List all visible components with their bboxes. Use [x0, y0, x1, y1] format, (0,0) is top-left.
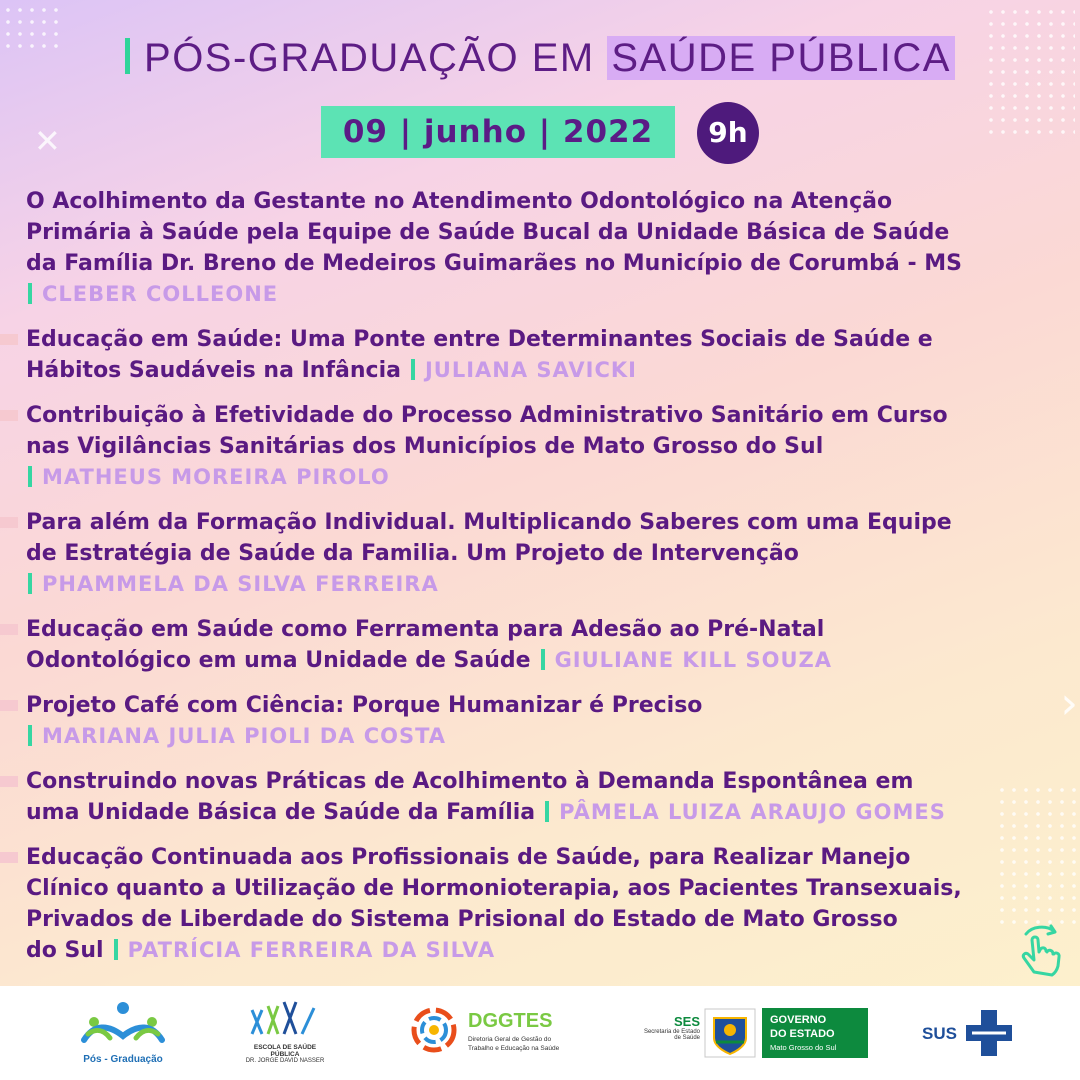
presentation-item [26, 186, 1076, 310]
presentation-title-line: Educação Continuada aos Profissionais de Saúde, para Realizar Manejo [26, 845, 911, 870]
sus-label: SUS [922, 1024, 957, 1043]
author-name: MARIANA JULIA PIOLI DA COSTA [42, 724, 447, 748]
presentation-title-line: da Família Dr. Breno de Medeiros Guimarães no Município de Corumbá - MS [26, 251, 962, 276]
gov-line3: Mato Grosso do Sul [770, 1043, 837, 1052]
presentation-author [539, 648, 832, 672]
author-name: GIULIANE KILL SOUZA [554, 648, 833, 672]
author-name: JULIANA SAVICKI [424, 358, 637, 382]
presentation-title-line: nas Vigilâncias Sanitárias dos Municípios de Mato Grosso do Sul [26, 434, 824, 459]
presentation-item [26, 842, 1076, 966]
presentation-item [26, 766, 1076, 828]
presentation-title-line: Educação em Saúde como Ferramenta para Adesão ao Pré-Natal [26, 617, 825, 642]
presentation-author [26, 462, 1076, 493]
presentation-author [26, 721, 1076, 752]
state-coat-of-arms-icon [704, 1008, 756, 1058]
title-highlight: SAÚDE PÚBLICA [607, 36, 955, 80]
dggtes-sub1: Diretoria Geral de Gestão do [468, 1036, 552, 1043]
ses-sub1: Secretaria de Estado [643, 1029, 700, 1035]
presentation-item [26, 324, 1076, 386]
author-separator-bar [545, 801, 549, 822]
author-name: PHAMMELA DA SILVA FERREIRA [42, 572, 439, 596]
ses-sub2: de Saúde [674, 1035, 700, 1041]
presentation-title-line: Clínico quanto a Utilização de Hormonioterapia, aos Pacientes Transexuais, [26, 876, 962, 901]
governo-green-panel [762, 1008, 868, 1058]
pos-graduacao-label: Pós - Graduação [83, 1054, 163, 1065]
decorative-chevron-icon: › [1060, 678, 1078, 729]
hand-pointer-icon [1012, 922, 1072, 978]
dggtes-symbol-icon [406, 1002, 462, 1058]
author-separator-bar [28, 725, 32, 746]
presentation-item [26, 400, 1076, 493]
author-separator-bar [411, 359, 415, 380]
presentation-item [26, 507, 1076, 600]
presentation-title-line: Primária à Saúde pela Equipe de Saúde Bucal da Unidade Básica de Saúde [26, 220, 950, 245]
pos-graduacao-logo [80, 1000, 170, 1070]
author-name: MATHEUS MOREIRA PIROLO [42, 465, 390, 489]
presentation-title-line: Educação em Saúde: Uma Ponte entre Determinantes Sociais de Saúde e [26, 327, 933, 352]
escola-saude-publica-logo [240, 1000, 330, 1070]
presentation-title-line: de Estratégia de Saúde da Familia. Um Projeto de Intervenção [26, 541, 799, 566]
presentation-author [26, 279, 1076, 310]
author-separator-bar [28, 466, 32, 487]
author-separator-bar [541, 649, 545, 670]
title-prefix: PÓS-GRADUAÇÃO EM [144, 36, 595, 80]
ses-logo [620, 1014, 700, 1054]
escola-line1: ESCOLA DE SAÚDE PÚBLICA [253, 1044, 317, 1058]
decorative-x-icon: ✕ [34, 122, 61, 160]
presentation-item [26, 690, 1076, 752]
presentation-title-line: O Acolhimento da Gestante no Atendimento Odontológico na Atenção [26, 189, 893, 214]
author-name: PÂMELA LUIZA ARAUJO GOMES [559, 800, 946, 824]
ses-title: SES [673, 1014, 700, 1029]
gov-line2: DO ESTADO [770, 1028, 835, 1040]
event-date: 09 | junho | 2022 [321, 106, 675, 158]
presentation-title-line: Para além da Formação Individual. Multiplicando Saberes com uma Equipe [26, 510, 952, 535]
author-separator-bar [28, 283, 32, 304]
page-title [0, 36, 1080, 81]
gov-line1: GOVERNO [770, 1014, 827, 1026]
author-separator-bar [28, 573, 32, 594]
presentation-author [543, 800, 946, 824]
presentation-title-line: Contribuição à Efetividade do Processo Administrativo Sanitário em Curso [26, 403, 948, 428]
presentation-author [409, 358, 637, 382]
escola-line2: DR. JORGE DAVID NASSER [245, 1058, 325, 1064]
presentation-title-line: Privados de Liberdade do Sistema Prisional do Estado de Mato Grosso [26, 907, 898, 932]
presentation-item [26, 614, 1076, 676]
presentation-title-line: Projeto Café com Ciência: Porque Humanizar é Preciso [26, 693, 703, 718]
governo-estado-logo [704, 1008, 870, 1058]
event-hour: 9h [697, 102, 759, 164]
presentation-title-line: Odontológico em uma Unidade de Saúde [26, 648, 531, 673]
presentation-title-line: Hábitos Saudáveis na Infância [26, 358, 401, 383]
footer-logos [0, 986, 1080, 1080]
presentation-title-line: do Sul [26, 938, 104, 963]
presentation-list [26, 186, 1076, 980]
escola-symbol-icon [240, 1000, 326, 1040]
dggtes-logo [406, 1002, 566, 1068]
presentation-author [26, 569, 1076, 600]
presentation-title-line: Construindo novas Práticas de Acolhimento à Demanda Espontânea em [26, 769, 914, 794]
sus-cross-icon [964, 1008, 1014, 1058]
presentation-title-line: uma Unidade Básica de Saúde da Família [26, 800, 536, 825]
author-separator-bar [114, 939, 118, 960]
author-name: PATRÍCIA FERREIRA DA SILVA [127, 938, 496, 962]
author-name: CLEBER COLLEONE [42, 282, 279, 306]
dggtes-sub2: Trabalho e Educação na Saúde [468, 1045, 560, 1052]
sus-logo [922, 1008, 1022, 1058]
dggtes-title: DGGTES [468, 1010, 553, 1032]
pos-graduacao-symbol-icon [80, 1000, 166, 1048]
presentation-author [112, 938, 496, 962]
title-accent-bar [125, 38, 130, 74]
